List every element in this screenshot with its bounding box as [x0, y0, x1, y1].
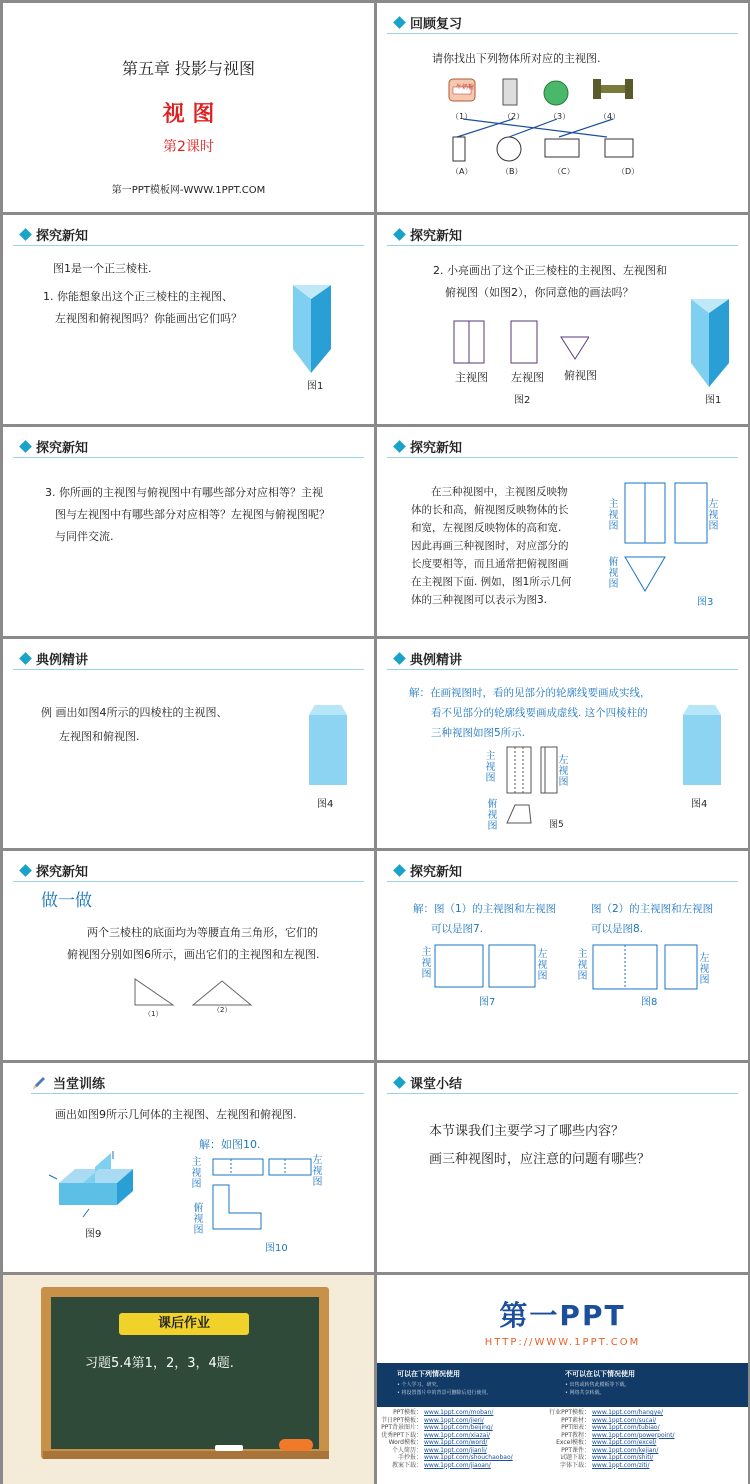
- slide-explore-1[interactable]: [3, 215, 374, 424]
- slide-explore-3[interactable]: [3, 427, 374, 636]
- header-divider: [387, 245, 738, 246]
- link-url[interactable]: www.1ppt.com/jieri/: [424, 1416, 484, 1424]
- example-line-2: 左视图和俯视图.: [59, 730, 140, 743]
- forbidden-title: 不可以在以下情况使用: [565, 1370, 635, 1378]
- forbidden-note-2: • 网络共享转载。: [565, 1390, 605, 1396]
- diamond-icon: [393, 440, 406, 453]
- fig8-main-label: 主视图: [577, 949, 588, 982]
- para-line-4: 因此再画三种视图时，对应部分的: [411, 540, 569, 552]
- header-divider: [387, 457, 738, 458]
- left-view-label: 左视图: [708, 499, 719, 532]
- question-line-2: 俯视图（如图2），你同意他的画法吗？: [445, 286, 634, 299]
- top-view-triangle: [625, 557, 665, 591]
- left-view-label: 左视图: [511, 371, 544, 384]
- example-line-1: 例 画出如图4所示的四棱柱的主视图、: [41, 706, 228, 719]
- top-view-triangles: [131, 977, 257, 1007]
- source-text: 第一PPT模板网-WWW.1PPT.COM: [111, 185, 266, 196]
- pencil-icon: [31, 1075, 47, 1091]
- solution-line-3: 三种视图如图5所示.: [431, 727, 526, 739]
- fig8-left-rect: [665, 945, 697, 989]
- figure-10-caption: 图10: [265, 1243, 288, 1254]
- answer-label: 解：如图10.: [199, 1138, 261, 1151]
- slide-example-2[interactable]: [377, 639, 748, 848]
- diamond-icon: [19, 440, 32, 453]
- section-header: [395, 437, 462, 456]
- section-header-label: 探究新知: [36, 229, 89, 244]
- object-label-2: （2）: [503, 112, 525, 121]
- slide-explore-5[interactable]: [3, 851, 374, 1060]
- lesson-number: 第2课时: [163, 139, 214, 155]
- link-url[interactable]: www.1ppt.com/powerpoint/: [592, 1431, 675, 1439]
- main-view-label: 主视图: [455, 371, 488, 384]
- link-key: 行业PPT模板：: [549, 1409, 590, 1416]
- header-divider: [387, 881, 738, 882]
- figure-3-caption: 图3: [697, 597, 714, 608]
- link-url[interactable]: www.1ppt.com/ziti/: [592, 1461, 650, 1469]
- prism-face-right: [709, 299, 729, 387]
- link-row[interactable]: [545, 1447, 674, 1455]
- solution-line-1: 解：在画视图时，看的见部分的轮廓线要画成实线，: [409, 687, 651, 699]
- section-header: [21, 649, 88, 668]
- header-divider: [387, 33, 738, 34]
- fig8-left-label: 左视图: [699, 953, 710, 986]
- left-view-rect: [511, 321, 537, 363]
- link-row[interactable]: [545, 1409, 674, 1417]
- task-line-1: 两个三棱柱的底面均为等腰直角三角形，它们的: [87, 926, 318, 939]
- diamond-icon: [19, 864, 32, 877]
- view-label-d: （D）: [617, 167, 640, 176]
- forbidden-note-1: • 出售或转售此模板等下载。: [565, 1382, 630, 1388]
- allowed-note-2: • 将设置图片中的背景可删除后进行使用。: [397, 1390, 492, 1396]
- top-view-label: 俯视图: [564, 369, 597, 382]
- chapter-title: 第五章 投影与视图: [121, 59, 256, 78]
- figure-9-caption: 图9: [85, 1229, 102, 1240]
- diamond-icon: [19, 652, 32, 665]
- slide-summary[interactable]: [377, 1063, 748, 1272]
- link-key: Excel模板：: [556, 1439, 590, 1446]
- question-line-1: 3. 你所画的主视图与俯视图中有哪些部分对应相等？主视: [45, 486, 323, 499]
- section-header-label: 回顾复习: [410, 17, 463, 32]
- section-header: [395, 861, 462, 880]
- link-key: 节日PPT模板：: [381, 1416, 422, 1424]
- section-header: [21, 225, 88, 244]
- question-line-1: 2. 小亮画出了这个正三棱柱的主视图、左视图和: [433, 264, 667, 277]
- triangle-2: [193, 981, 251, 1005]
- fig7-left-rect: [489, 945, 535, 987]
- header-divider: [13, 669, 364, 670]
- left-view-label: 左视图: [312, 1155, 323, 1188]
- diamond-icon: [393, 652, 406, 665]
- solution-line-2: 看不见部分的轮廓线要画成虚线. 这个四棱柱的: [431, 707, 648, 719]
- link-url[interactable]: www.1ppt.com/hangye/: [592, 1409, 663, 1416]
- diamond-icon: [393, 864, 406, 877]
- object-label-1: （1）: [451, 112, 473, 121]
- link-row[interactable]: [377, 1454, 513, 1462]
- header-divider: [387, 669, 738, 670]
- eraser: [279, 1439, 313, 1451]
- fig7-main-rect: [435, 945, 483, 987]
- left-view-label: 左视图: [558, 755, 569, 788]
- view-a: [453, 137, 465, 161]
- triangular-prism: [289, 283, 335, 375]
- link-key: 手抄报：: [397, 1454, 422, 1461]
- slide-explore-2[interactable]: [377, 215, 748, 424]
- section-header: [395, 225, 462, 244]
- link-row[interactable]: [377, 1432, 513, 1440]
- link-row[interactable]: [377, 1447, 513, 1455]
- slide-homework[interactable]: [3, 1275, 374, 1484]
- top-view-triangle: [561, 337, 589, 359]
- figure-caption: 图1: [307, 381, 324, 392]
- link-key: PPT素材：: [561, 1416, 590, 1424]
- task-line-2: 俯视图分别如图6所示，画出它们的主视图和左视图.: [67, 948, 320, 961]
- figure-7-caption: 图7: [479, 997, 496, 1008]
- intro-text: 图1是一个正三棱柱.: [53, 262, 152, 275]
- triangle-1: [135, 979, 173, 1005]
- prism-body: [309, 705, 347, 785]
- link-key: PPT课件：: [561, 1446, 590, 1454]
- figure-4-caption: 图4: [691, 799, 708, 810]
- link-url[interactable]: www.1ppt.com/jianli/: [424, 1446, 487, 1454]
- usage-banner: [377, 1363, 748, 1407]
- allowed-title: 可以在下列情况使用: [397, 1370, 460, 1378]
- homework-task: 习题5.4第1，2，3，4题.: [85, 1356, 234, 1371]
- link-row[interactable]: [545, 1439, 674, 1447]
- top-view-trapezoid: [507, 805, 531, 823]
- link-url[interactable]: www.1ppt.com/xiazai/: [424, 1431, 491, 1439]
- diamond-icon: [393, 1076, 406, 1089]
- section-header: [395, 13, 462, 32]
- link-key: PPT背景图片：: [381, 1424, 422, 1431]
- slide-review[interactable]: [377, 3, 748, 212]
- link-list-right: [545, 1409, 674, 1469]
- prism-top: [683, 705, 721, 715]
- top-view-label: 俯视图: [193, 1203, 204, 1236]
- practice-prompt: 画出如图9所示几何体的主视图、左视图和俯视图.: [55, 1108, 297, 1121]
- three-views-figure-5: [501, 745, 563, 827]
- prism-face-left: [293, 285, 311, 373]
- slide-example-1[interactable]: [3, 639, 374, 848]
- diamond-icon: [393, 16, 406, 29]
- link-key: PPT图表：: [561, 1424, 590, 1431]
- link-key: 个人简历：: [391, 1446, 422, 1454]
- link-url[interactable]: www.1ppt.com/beijing/: [424, 1424, 493, 1431]
- top-view-shape: [213, 1185, 261, 1229]
- diamond-icon: [393, 228, 406, 241]
- link-url[interactable]: www.1ppt.com/sucai/: [592, 1416, 657, 1424]
- link-url[interactable]: www.1ppt.com/shiti/: [592, 1454, 654, 1461]
- figure-1-caption: 图1: [705, 395, 722, 406]
- fig7-main-label: 主视图: [421, 947, 432, 980]
- prism-face-right: [311, 285, 331, 373]
- para-line-1: 在三种视图中，主视图反映物: [431, 486, 568, 498]
- link-key: 试题下载：: [559, 1454, 590, 1461]
- figure-9-solid: [47, 1151, 139, 1223]
- section-header-label: 当堂训练: [53, 1077, 106, 1092]
- triangular-prism: [687, 297, 733, 389]
- brand-logo: 第一PPT: [499, 1299, 626, 1332]
- header-divider: [13, 881, 364, 882]
- figure-7: [433, 943, 539, 991]
- object-label-4: （4）: [599, 112, 621, 121]
- header-divider: [387, 1093, 738, 1094]
- link-url[interactable]: www.1ppt.com/shouchaobao/: [424, 1454, 513, 1461]
- link-key: 教案下载：: [391, 1461, 422, 1469]
- object-label-3: （3）: [549, 112, 571, 121]
- link-url[interactable]: www.1ppt.com/moban/: [424, 1409, 494, 1416]
- section-header-label: 探究新知: [36, 441, 89, 456]
- left-view-rect: [269, 1159, 311, 1175]
- prism-top: [309, 705, 347, 715]
- link-row[interactable]: [377, 1424, 513, 1432]
- header-divider: [13, 245, 364, 246]
- link-row[interactable]: [545, 1462, 674, 1470]
- section-header-label: 典例精讲: [410, 653, 463, 668]
- section-header: [395, 649, 462, 668]
- link-url[interactable]: www.1ppt.com/kejian/: [592, 1446, 659, 1454]
- section-header-label: 探究新知: [410, 865, 463, 880]
- section-header-label: 探究新知: [410, 441, 463, 456]
- section-header: [21, 437, 88, 456]
- link-row[interactable]: [377, 1439, 513, 1447]
- figure-4-caption: 图4: [317, 799, 334, 810]
- link-url[interactable]: www.1ppt.com/jiaoan/: [424, 1461, 491, 1469]
- figure-2-caption: 图2: [514, 395, 531, 406]
- homework-banner: 课后作业: [119, 1313, 249, 1335]
- figure-10-views: [211, 1157, 315, 1233]
- quad-prism: [679, 703, 725, 787]
- slide-brand[interactable]: [377, 1275, 748, 1484]
- allowed-note-1: • 个人学习、研究。: [397, 1382, 442, 1388]
- section-header-label: 典例精讲: [36, 653, 89, 668]
- view-d: [605, 139, 633, 157]
- triangle-2-caption: （2）: [213, 1006, 232, 1014]
- link-url[interactable]: www.1ppt.com/excel/: [592, 1439, 657, 1446]
- answer-b-line-1: 图（2）的主视图和左视图: [591, 903, 714, 915]
- answer-b-line-2: 可以是图8.: [591, 923, 644, 935]
- main-view-rect: [507, 747, 531, 793]
- left-view-rect: [675, 483, 707, 543]
- view-b: [497, 137, 521, 161]
- left-view-rect: [541, 747, 557, 793]
- solid-front: [59, 1183, 117, 1205]
- para-line-7: 体的三种视图可以表示为图3.: [411, 594, 548, 606]
- link-row[interactable]: [377, 1409, 513, 1417]
- answer-a-line-1: 解：图（1）的主视图和左视图: [413, 903, 557, 915]
- view-label-b: （B）: [501, 167, 523, 176]
- slide-explore-4[interactable]: [377, 427, 748, 636]
- question-line-2: 图与左视图中有哪些部分对应相等？左视图与俯视图呢？: [55, 508, 330, 521]
- chalk-tray: [43, 1451, 329, 1459]
- slide-title[interactable]: [3, 3, 374, 212]
- link-key: PPT模板：: [393, 1409, 422, 1416]
- dumbbell-end: [593, 79, 601, 99]
- summary-question-2: 画三种视图时，应注意的问题有哪些？: [429, 1152, 651, 1167]
- top-view-label: 俯视图: [608, 557, 619, 590]
- diamond-icon: [19, 228, 32, 241]
- para-line-2: 体的长和高，俯视图反映物体的长: [411, 504, 569, 516]
- ball-object: [544, 81, 568, 105]
- fridge-object: [503, 79, 517, 105]
- link-key: 字体下载：: [559, 1461, 590, 1469]
- question-line-1: 1. 你能想象出这个正三棱柱的主视图、: [43, 290, 233, 303]
- link-url[interactable]: www.1ppt.com/word/: [424, 1439, 488, 1446]
- para-line-3: 和宽，左视图反映物体的高和宽.: [411, 522, 562, 534]
- slide-explore-6[interactable]: [377, 851, 748, 1060]
- main-view-label: 主视图: [485, 751, 496, 784]
- slide-practice[interactable]: [3, 1063, 374, 1272]
- three-views-figure-3: [621, 481, 711, 593]
- figure-8-caption: 图8: [641, 997, 658, 1008]
- prism-body: [683, 705, 721, 785]
- header-divider: [31, 1093, 364, 1094]
- para-line-5: 长度要相等，而且通常把俯视图画: [411, 558, 569, 570]
- section-header: [395, 1073, 462, 1092]
- lesson-title: 视 图: [162, 102, 215, 127]
- question-line-3: 与同伴交流.: [55, 530, 114, 543]
- chalk-piece: [215, 1445, 243, 1451]
- link-key: 优秀PPT下载：: [381, 1431, 422, 1439]
- figure-5-caption: 图5: [549, 820, 564, 830]
- section-header-label: 探究新知: [36, 865, 89, 880]
- link-row[interactable]: [377, 1417, 513, 1425]
- figure-8: [591, 943, 701, 993]
- summary-question-1: 本节课我们主要学习了哪些内容？: [429, 1124, 625, 1139]
- link-row[interactable]: [545, 1424, 674, 1432]
- candy-label: 牛奶糖: [456, 84, 475, 91]
- brand-url[interactable]: HTTP://WWW.1PPT.COM: [484, 1337, 641, 1348]
- answer-a-line-2: 可以是图7.: [431, 923, 484, 935]
- link-url[interactable]: www.1ppt.com/tubiao/: [592, 1424, 660, 1431]
- triangle-1-caption: （1）: [144, 1010, 163, 1018]
- question-line-2: 左视图和俯视图吗？你能画出它们吗？: [55, 312, 242, 325]
- matching-figure: [437, 75, 717, 185]
- view-arrow: [83, 1209, 89, 1217]
- view-label-a: （A）: [451, 167, 473, 176]
- link-row[interactable]: [545, 1417, 674, 1425]
- link-list-left: [377, 1409, 513, 1469]
- review-prompt: 请你找出下列物体所对应的主视图.: [432, 52, 601, 65]
- link-row[interactable]: [545, 1454, 674, 1462]
- three-views-figure: [449, 319, 589, 367]
- fig7-left-label: 左视图: [537, 949, 548, 982]
- main-view-label: 主视图: [608, 499, 619, 532]
- prism-face-left: [691, 299, 709, 387]
- dumbbell-end: [625, 79, 633, 99]
- link-row[interactable]: [377, 1462, 513, 1470]
- activity-subtitle: 做一做: [41, 891, 92, 911]
- main-view-label: 主视图: [191, 1157, 202, 1190]
- view-arrow: [49, 1175, 57, 1179]
- section-header-label: 探究新知: [410, 229, 463, 244]
- view-label-c: （C）: [553, 167, 575, 176]
- section-header-label: 课堂小结: [410, 1077, 463, 1092]
- view-c: [545, 139, 579, 157]
- link-key: PPT教程：: [561, 1431, 590, 1439]
- main-view-rect: [213, 1159, 263, 1175]
- section-header: [31, 1073, 105, 1092]
- header-divider: [13, 457, 364, 458]
- top-view-label: 俯视图: [487, 799, 498, 832]
- link-row[interactable]: [545, 1432, 674, 1440]
- link-key: Word模板：: [388, 1439, 422, 1446]
- quad-prism: [305, 703, 351, 787]
- section-header: [21, 861, 88, 880]
- para-line-6: 在主视图下面. 例如，图1所示几何: [411, 576, 572, 588]
